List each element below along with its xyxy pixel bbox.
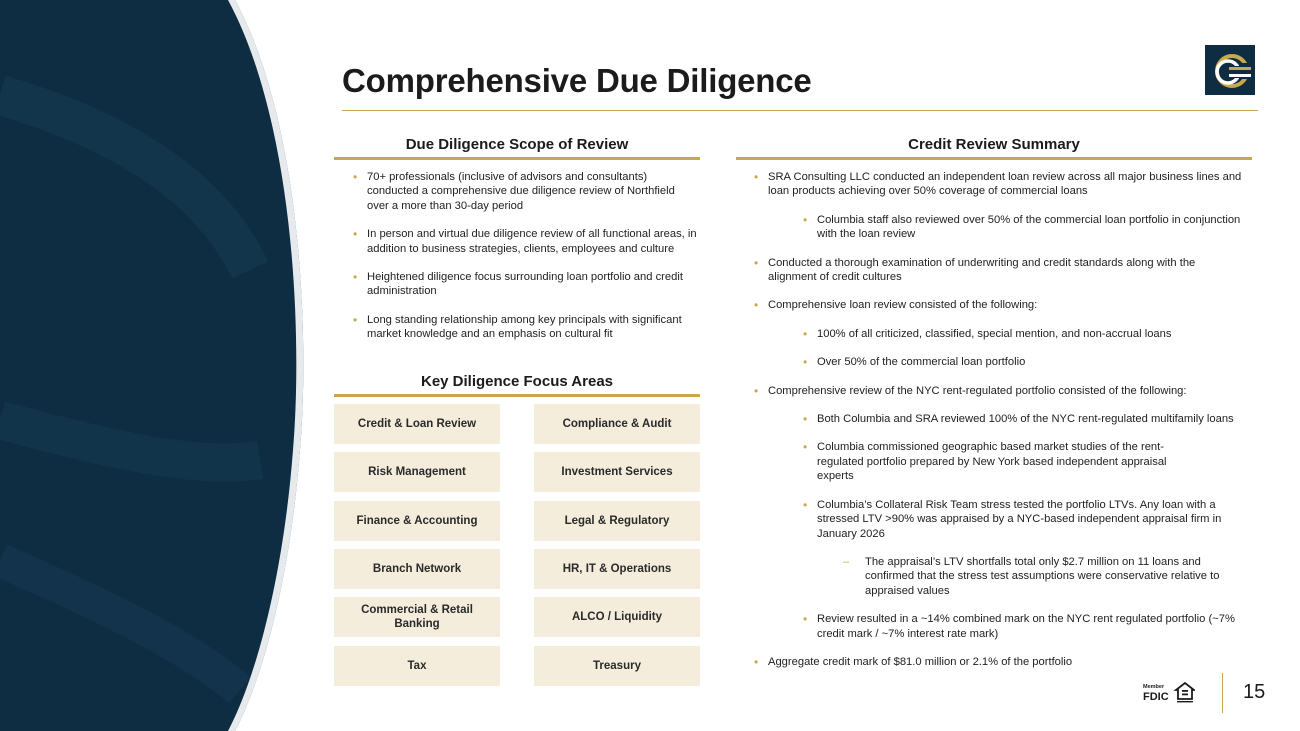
company-c-logo-icon <box>1205 45 1255 95</box>
focus-area-box: Finance & Accounting <box>334 501 500 541</box>
list-item: • Both Columbia and SRA reviewed 100% of the NYC rent-regulated multifamily loans <box>803 412 1234 427</box>
credit-divider <box>736 157 1252 160</box>
focus-area-box: Treasury <box>534 646 700 686</box>
list-item: • Long standing relationship among key principals with significant market knowledge and an emphasis on cultural fit <box>353 312 682 341</box>
focus-area-box: Risk Management <box>334 452 500 492</box>
svg-text:FDIC: FDIC <box>1143 691 1169 703</box>
focus-area-box: Tax <box>334 646 500 686</box>
list-item: • Columbia staff also reviewed over 50% of the commercial loan portfolio in conjunction with the loan review <box>803 212 1241 241</box>
focus-area-box: Branch Network <box>334 549 500 589</box>
list-item: • Comprehensive loan review consisted of the following: <box>754 298 1038 313</box>
list-item: – The appraisal’s LTV shortfalls total only $2.7 million on 11 loans and confirmed that the stress test assumptions were conservative relative to appraised values <box>843 555 1220 597</box>
focus-area-box: HR, IT & Operations <box>534 549 700 589</box>
equal-housing-lender-icon <box>1176 683 1194 702</box>
list-item: • Comprehensive review of the NYC rent-regulated portfolio consisted of the following: <box>754 383 1187 398</box>
list-item: • Columbia’s Collateral Risk Team stress tested the portfolio LTVs. Any loan with a stressed LTV >90% was appraised by a NYC-based independent appraisal firm in January 2026 <box>803 497 1222 540</box>
list-item: • Review resulted in a ~14% combined mark on the NYC rent regulated portfolio (~7% credit mark / ~7% interest rate mark) <box>803 612 1235 640</box>
focus-area-box: Legal & Regulatory <box>534 501 700 541</box>
focus-area-box: Compliance & Audit <box>534 404 700 444</box>
list-item: • SRA Consulting LLC conducted an independent loan review across all major business lines and loan products achieving over 50% coverage of commercial loans <box>754 170 1242 198</box>
scope-bullet-list <box>353 170 697 356</box>
scope-divider <box>334 157 700 160</box>
scope-heading: Due Diligence Scope of Review <box>405 136 629 153</box>
svg-text:Member: Member <box>1143 684 1165 690</box>
list-item: • Columbia commissioned geographic based market studies of the rent-regulated portfolio prepared by New York based independent appraisal experts <box>803 440 1167 483</box>
focus-divider <box>334 394 700 397</box>
list-item: • 100% of all criticized, classified, special mention, and non-accrual loans <box>803 326 1172 341</box>
list-item: • In person and virtual due diligence review of all functional areas, in addition to business strategies, clients, employees and culture <box>353 227 697 255</box>
page-title: Comprehensive Due Diligence <box>342 62 812 99</box>
focus-area-box: Credit & Loan Review <box>334 404 500 444</box>
title-divider <box>342 110 1258 111</box>
page-number: 15 <box>1243 681 1266 703</box>
list-item: • Conducted a thorough examination of underwriting and credit standards along with the alignment of credit cultures <box>754 255 1196 284</box>
focus-heading: Key Diligence Focus Areas <box>420 373 614 390</box>
list-item: • Over 50% of the commercial loan portfolio <box>803 355 1026 370</box>
credit-bullet-list <box>754 170 1246 683</box>
list-item: • 70+ professionals (inclusive of advisors and consultants) conducted a comprehensive due diligence review of Northfield over a more than 30-day period <box>353 170 675 212</box>
focus-area-box: Commercial & Retail Banking <box>334 597 500 637</box>
fdic-member-icon <box>1143 680 1195 704</box>
focus-area-box: ALCO / Liquidity <box>534 597 700 637</box>
list-item: • Heightened diligence focus surrounding loan portfolio and credit administration <box>353 270 683 298</box>
page-number-divider <box>1222 673 1223 713</box>
credit-heading: Credit Review Summary <box>908 136 1080 153</box>
focus-area-box: Investment Services <box>534 452 700 492</box>
list-item: • Aggregate credit mark of $81.0 million or 2.1% of the portfolio <box>754 654 1073 669</box>
